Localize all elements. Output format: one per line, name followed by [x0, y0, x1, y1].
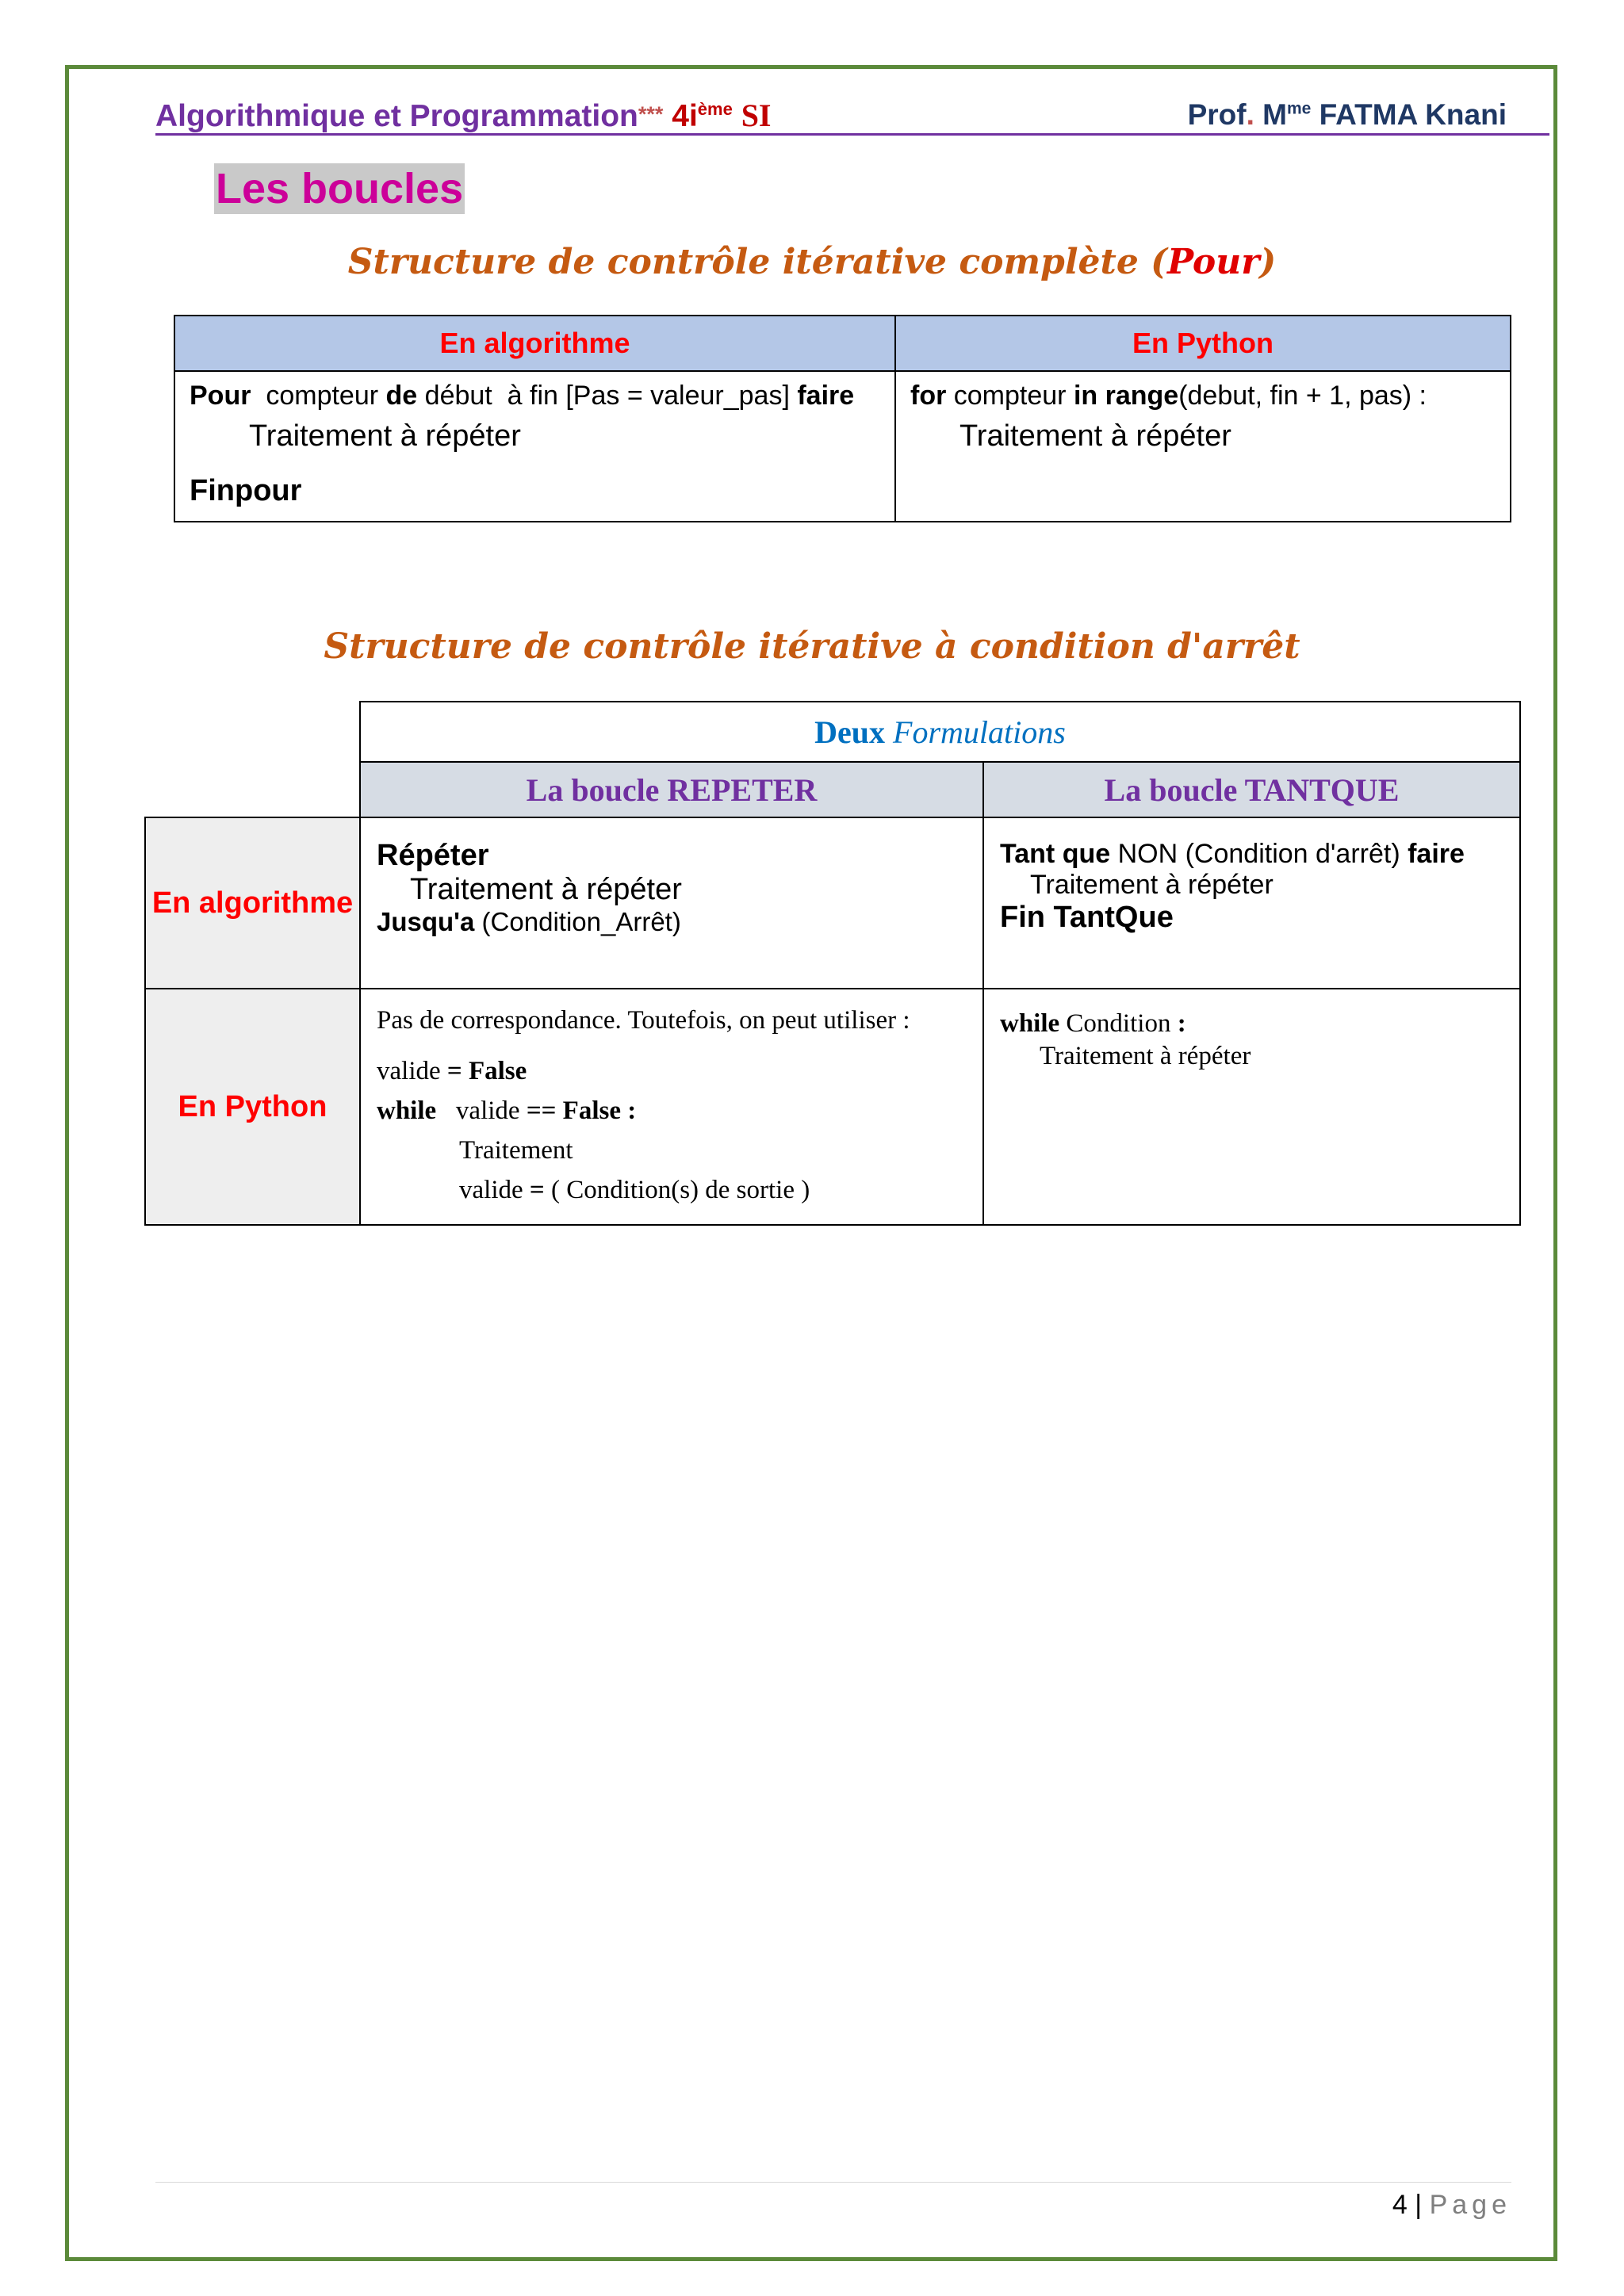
tantque-body: Traitement à répéter: [1030, 870, 1274, 900]
pour-table-header: [174, 316, 1511, 371]
footer-separator: |: [1415, 2190, 1423, 2220]
prof-dot: .: [1246, 98, 1254, 131]
blank-cell: [145, 762, 360, 817]
algorithme-row: [145, 817, 1520, 989]
pour-algo-body: Traitement à répéter: [249, 419, 521, 453]
repeter-python-note: Pas de correspondance. Toutefois, on peut utiliser :: [377, 1006, 910, 1035]
pour-rest: début à fin [Pas = valeur_pas]: [417, 381, 798, 411]
kw-for: for: [910, 381, 947, 411]
kw-repeter: Répéter: [377, 839, 489, 872]
code-valide: valide: [459, 1176, 530, 1204]
tantque-python-cell: [983, 989, 1520, 1225]
pour-compteur: compteur: [251, 381, 386, 411]
col-header-tantque: La boucle TANTQUE: [983, 762, 1520, 817]
python-compteur: compteur: [946, 381, 1074, 411]
header-stars: ***: [638, 102, 664, 126]
pour-python-body: Traitement à répéter: [959, 419, 1231, 453]
col-header-repeter: La boucle REPETER: [360, 762, 983, 817]
prof-m: M: [1262, 98, 1287, 131]
pour-algo-line1: [190, 378, 880, 413]
header-rule: [155, 133, 1549, 136]
page-title: Les boucles: [216, 165, 464, 212]
prof-prefix: Prof: [1187, 98, 1247, 131]
python-row: [145, 989, 1520, 1225]
kw-faire: faire: [797, 381, 855, 411]
repeter-condition: (Condition_Arrêt): [474, 907, 681, 936]
code-eq-false: == False :: [526, 1096, 637, 1125]
header-course: [155, 97, 772, 134]
tantque-line1: [1000, 839, 1503, 870]
level-sup: ème: [697, 99, 733, 119]
section2-title: Structure de contrôle itérative à condition d'arrêt: [324, 626, 1300, 667]
kw-finpour: Finpour: [190, 474, 302, 507]
prof-name: FATMA Knani: [1319, 98, 1507, 131]
code-assign: =: [529, 1176, 545, 1204]
level-text: 4i: [672, 99, 698, 133]
page-header: [155, 97, 1551, 136]
tantque-condition: NON (Condition d'arrêt): [1110, 839, 1408, 869]
repeter-until: [377, 907, 967, 937]
formulations-header: [360, 702, 1520, 762]
page-footer: [1392, 2190, 1511, 2221]
code-false: = False: [446, 1057, 527, 1085]
formulations-deux: Deux: [814, 714, 894, 750]
python-range-args: (debut, fin + 1, pas) :: [1178, 381, 1427, 411]
pour-algo-cell: [174, 371, 895, 522]
blank-cell: [145, 702, 360, 762]
kw-while: while: [377, 1096, 437, 1125]
kw-de: de: [385, 381, 418, 411]
row-header-python: En Python: [145, 989, 360, 1225]
header-prof: [1188, 98, 1507, 132]
formulations-word: Formulations: [893, 714, 1066, 750]
level: [672, 99, 733, 133]
section1-title-text: Structure de contrôle itérative complète (: [347, 242, 1167, 282]
kw-tant-que: Tant que: [1000, 839, 1111, 869]
section1-title-end: ): [1259, 242, 1277, 282]
pour-python-cell: [895, 371, 1511, 522]
code-valide: valide: [436, 1096, 527, 1125]
kw-fin-tantque: Fin TantQue: [1000, 901, 1174, 934]
code-valide: valide: [377, 1057, 447, 1085]
pour-python-line1: [910, 378, 1496, 413]
loop-headers-row: [145, 762, 1520, 817]
row-header-algorithme: En algorithme: [145, 817, 360, 989]
section1-title-kw: Pour: [1166, 242, 1260, 282]
pour-table-row: [174, 371, 1511, 522]
kw-in-range: in range: [1073, 381, 1179, 411]
footer-rule: [155, 2182, 1511, 2183]
repeter-python-cell: [360, 989, 983, 1225]
kw-faire: faire: [1408, 839, 1465, 869]
tantque-python-body: Traitement à répéter: [1040, 1042, 1251, 1070]
formulations-row: [145, 702, 1520, 762]
code-condition-sortie: ( Condition(s) de sortie ): [544, 1176, 810, 1204]
condition-table: [144, 701, 1521, 1226]
code-colon: :: [1177, 1009, 1186, 1038]
page-number: 4: [1392, 2190, 1408, 2220]
repeter-python-line3: [377, 1091, 967, 1131]
repeter-algo-cell: [360, 817, 983, 989]
kw-jusqua: Jusqu'a: [377, 907, 475, 936]
col-header-algorithme: En algorithme: [174, 316, 895, 371]
code-traitement: Traitement: [459, 1136, 573, 1165]
kw-pour: Pour: [190, 381, 251, 411]
pour-table: [174, 315, 1511, 522]
kw-while: while: [1000, 1009, 1060, 1038]
tantque-algo-cell: [983, 817, 1520, 989]
repeter-python-line2: [377, 1051, 967, 1091]
prof-m-sup: me: [1286, 99, 1312, 118]
course-title: Algorithmique et Programmation: [155, 99, 638, 133]
repeter-python-line5: [459, 1170, 967, 1210]
page-label: Page: [1429, 2190, 1511, 2220]
section1-title: [0, 242, 1624, 282]
repeter-body: Traitement à répéter: [410, 873, 682, 906]
tantque-python-line1: [1000, 1004, 1503, 1043]
section-code: SI: [741, 98, 772, 133]
code-condition: Condition: [1059, 1009, 1178, 1038]
col-header-python: En Python: [895, 316, 1511, 371]
